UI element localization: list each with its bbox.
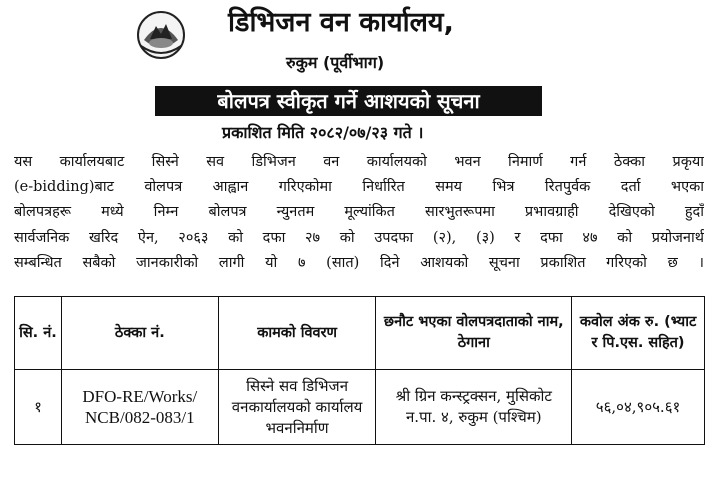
notice-line: (e-bidding)बाट वोलपत्र आह्वान गरिएकोमा निर्धारित समय भित्र रितपुर्वक दर्ता भएका bbox=[14, 179, 704, 196]
notice-body bbox=[14, 150, 704, 276]
cell-amount: ५६,०४,९०५.६१ bbox=[572, 370, 705, 445]
notice-line: बोलपत्रहरू मध्ये निम्न बोलपत्र न्युनतम मूल्यांकित सारभुतरूपमा प्रभावग्राही देखिएको हुदाँ bbox=[14, 204, 704, 221]
table-row bbox=[15, 370, 705, 445]
awarded-contracts-table bbox=[14, 296, 705, 445]
cell-contract-no: DFO-RE/Works/ NCB/082-083/1 bbox=[61, 370, 218, 445]
nepal-emblem-icon bbox=[136, 10, 186, 60]
header-amount: कवोल अंक रु. (भ्याट र पि.एस. सहित) bbox=[572, 297, 705, 370]
header-contract-no: ठेक्का नं. bbox=[61, 297, 218, 370]
cell-sn: १ bbox=[15, 370, 62, 445]
cell-bidder: श्री ग्रिन कन्स्ट्रक्सन, मुसिकोट न.पा. ४, रुकुम (पश्चिम) bbox=[376, 370, 572, 445]
notice-line: सार्वजनिक खरिद ऐन, २०६३ को दफा २७ को उपदफा (२), (३) र दफा ४७ को प्रयोजनार्थ bbox=[14, 229, 704, 246]
table-header-row bbox=[15, 297, 705, 370]
office-title: डिभिजन वन कार्यालय, bbox=[228, 7, 454, 38]
notice-banner: बोलपत्र स्वीकृत गर्ने आशयको सूचना bbox=[155, 86, 542, 116]
notice-line: सम्बन्धित सबैको जानकारीको लागी यो ७ (सात) दिने आशयको सूचना प्रकाशित गरिएको छ । bbox=[14, 254, 704, 271]
notice-line: यस कार्यालयबाट सिस्ने सव डिभिजन वन कार्यालयको भवन निमार्ण गर्न ठेक्का प्रकृया bbox=[14, 154, 704, 170]
header-bidder: छनौट भएका वोलपत्रदाताको नाम, ठेगाना bbox=[376, 297, 572, 370]
cell-description: सिस्ने सव डिभिजन वनकार्यालयको कार्यालय भवननिर्माण bbox=[218, 370, 376, 445]
header-sn: सि. नं. bbox=[15, 297, 62, 370]
header-description: कामको विवरण bbox=[218, 297, 376, 370]
office-subtitle: रुकुम (पूर्वीभाग) bbox=[286, 53, 385, 72]
published-date: प्रकाशित मिति २०८२/०७/२३ गते । bbox=[222, 123, 424, 142]
